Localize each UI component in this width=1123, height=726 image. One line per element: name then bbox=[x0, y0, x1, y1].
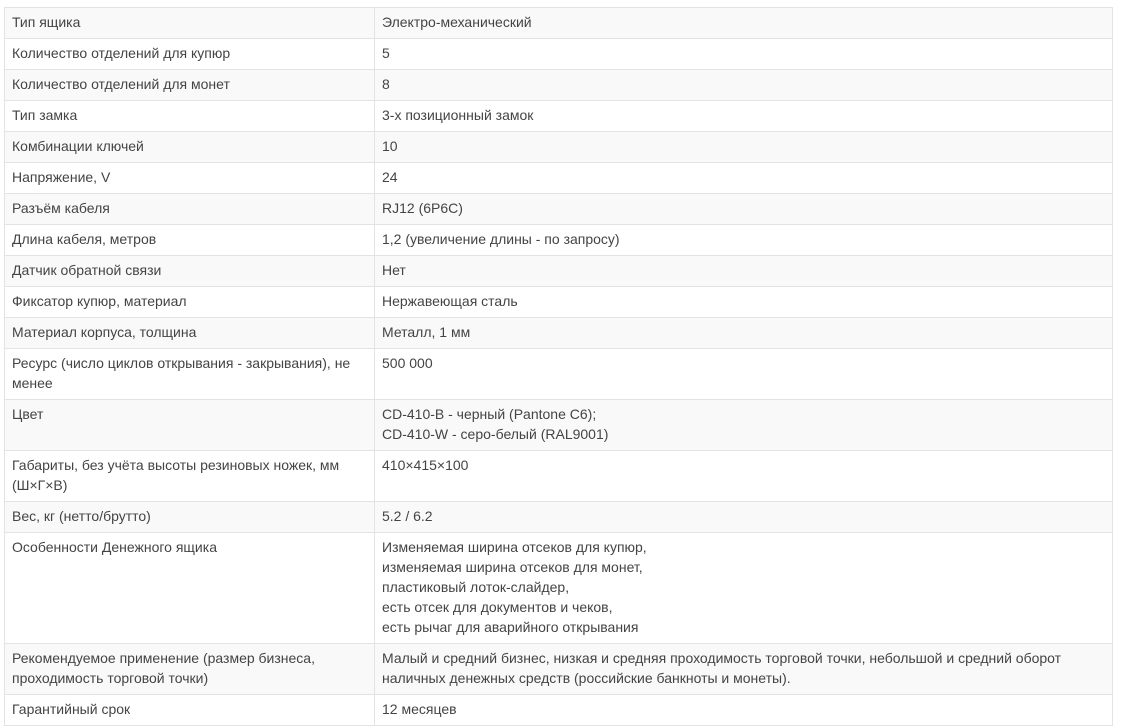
table-row bbox=[5, 400, 1113, 451]
spec-name-cell: Гарантийный срок bbox=[5, 695, 375, 726]
spec-value-cell: 10 bbox=[375, 132, 1113, 163]
spec-name-cell: Фиксатор купюр, материал bbox=[5, 287, 375, 318]
spec-name-cell: Напряжение, V bbox=[5, 163, 375, 194]
spec-value-cell: 5 bbox=[375, 39, 1113, 70]
spec-value-cell: 3-х позиционный замок bbox=[375, 101, 1113, 132]
spec-value-cell: 24 bbox=[375, 163, 1113, 194]
table-row bbox=[5, 163, 1113, 194]
spec-value-cell: Изменяемая ширина отсеков для купюр, изменяемая ширина отсеков для монет, пластиковый лоток-слайдер, есть отсек для документов и чеков, есть рычаг для аварийного открывания bbox=[375, 533, 1113, 644]
spec-name-cell: Тип ящика bbox=[5, 8, 375, 39]
spec-name-cell: Тип замка bbox=[5, 101, 375, 132]
spec-value-cell: Малый и средний бизнес, низкая и средняя проходимость торговой точки, небольшой и средний оборот наличных денежных средств (российские банкноты и монеты). bbox=[375, 644, 1113, 695]
specifications-table bbox=[4, 7, 1113, 726]
table-row bbox=[5, 287, 1113, 318]
spec-value-cell: RJ12 (6P6C) bbox=[375, 194, 1113, 225]
spec-name-cell: Рекомендуемое применение (размер бизнеса, проходимость торговой точки) bbox=[5, 644, 375, 695]
table-row bbox=[5, 70, 1113, 101]
spec-name-cell: Датчик обратной связи bbox=[5, 256, 375, 287]
table-row bbox=[5, 502, 1113, 533]
spec-value-cell: 8 bbox=[375, 70, 1113, 101]
spec-value-cell: CD-410-B - черный (Pantone C6); CD-410-W - серо-белый (RAL9001) bbox=[375, 400, 1113, 451]
table-row bbox=[5, 318, 1113, 349]
table-row bbox=[5, 695, 1113, 726]
spec-value-cell: 500 000 bbox=[375, 349, 1113, 400]
spec-name-cell: Разъём кабеля bbox=[5, 194, 375, 225]
spec-value-cell: Нержавеющая сталь bbox=[375, 287, 1113, 318]
table-row bbox=[5, 451, 1113, 502]
spec-value-cell: Электро-механический bbox=[375, 8, 1113, 39]
specifications-table-body bbox=[5, 8, 1113, 726]
spec-name-cell: Габариты, без учёта высоты резиновых ножек, мм (Ш×Г×В) bbox=[5, 451, 375, 502]
table-row bbox=[5, 8, 1113, 39]
table-row bbox=[5, 101, 1113, 132]
spec-value-cell: Металл, 1 мм bbox=[375, 318, 1113, 349]
spec-value-cell: 5.2 / 6.2 bbox=[375, 502, 1113, 533]
spec-name-cell: Ресурс (число циклов открывания - закрывания), не менее bbox=[5, 349, 375, 400]
table-row bbox=[5, 349, 1113, 400]
table-row bbox=[5, 256, 1113, 287]
spec-value-cell: Нет bbox=[375, 256, 1113, 287]
spec-value-cell: 410×415×100 bbox=[375, 451, 1113, 502]
table-row bbox=[5, 132, 1113, 163]
table-row bbox=[5, 225, 1113, 256]
spec-name-cell: Материал корпуса, толщина bbox=[5, 318, 375, 349]
spec-name-cell: Вес, кг (нетто/брутто) bbox=[5, 502, 375, 533]
spec-name-cell: Комбинации ключей bbox=[5, 132, 375, 163]
spec-value-cell: 1,2 (увеличение длины - по запросу) bbox=[375, 225, 1113, 256]
table-row bbox=[5, 644, 1113, 695]
table-row bbox=[5, 39, 1113, 70]
spec-name-cell: Длина кабеля, метров bbox=[5, 225, 375, 256]
spec-name-cell: Особенности Денежного ящика bbox=[5, 533, 375, 644]
table-row bbox=[5, 194, 1113, 225]
table-row bbox=[5, 533, 1113, 644]
spec-name-cell: Цвет bbox=[5, 400, 375, 451]
spec-name-cell: Количество отделений для купюр bbox=[5, 39, 375, 70]
spec-name-cell: Количество отделений для монет bbox=[5, 70, 375, 101]
spec-value-cell: 12 месяцев bbox=[375, 695, 1113, 726]
